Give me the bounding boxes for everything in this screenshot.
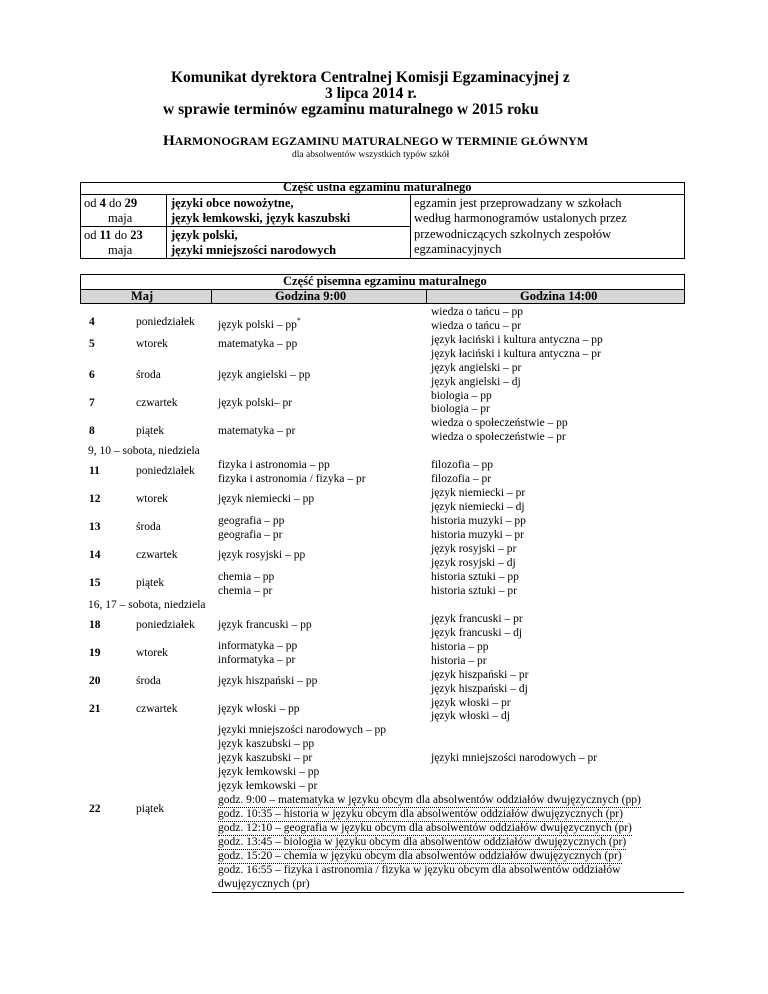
day-number: 18 (89, 619, 101, 631)
day-number: 4 (89, 316, 95, 328)
oral-heading: Część ustna egzaminu maturalnego (283, 180, 472, 194)
weekday: wtorek (136, 647, 168, 659)
pm-exam: język włoski – pr (431, 697, 511, 709)
pm-exam: język hiszpański – pr (431, 669, 529, 681)
exam-am-text: język polski – pp (218, 318, 297, 331)
day-number: 21 (89, 703, 101, 715)
pm-exam: filozofia – pr (431, 473, 492, 485)
day-number: 20 (89, 675, 101, 687)
date-mid: do (111, 228, 131, 242)
oral-date-month-2: maja (108, 243, 133, 257)
weekday: środa (136, 521, 161, 533)
section-title-initial: H (163, 133, 175, 149)
pm-exam: język francuski – dj (431, 627, 523, 639)
pm-exam: język angielski – dj (431, 376, 521, 388)
bilingual-exam: godz. 13:45 – biologia w języku obcym dla absolwentów oddziałów dwujęzycznych (pr) (218, 836, 627, 848)
pm-exam: historia muzyki – pr (431, 529, 524, 541)
date-end: 23 (130, 228, 143, 242)
day-number: 12 (89, 493, 101, 505)
day-number: 13 (89, 521, 101, 533)
minority-exam: język łemkowski – pr (218, 780, 318, 792)
pm-exam: wiedza o społeczeństwie – pp (431, 417, 568, 429)
doc-title-line3: w sprawie terminów egzaminu maturalnego w 2015 roku (163, 101, 539, 118)
minority-exam: język kaszubski – pp (218, 738, 315, 750)
oral-subject: język łemkowski, język kaszubski (171, 211, 351, 225)
exam-am: chemia – pp (218, 571, 275, 583)
weekday: wtorek (136, 338, 168, 350)
pm-exam: wiedza o tańcu – pp (431, 306, 523, 318)
col-month: Maj (131, 289, 154, 303)
date-prefix: od (84, 196, 100, 210)
weekend-label: 9, 10 – sobota, niedziela (88, 445, 200, 457)
doc-title-line2: 3 lipca 2014 r. (325, 85, 417, 102)
oral-date-month-1: maja (108, 211, 133, 225)
weekday: piątek (136, 425, 165, 437)
minority-exam: język kaszubski – pr (218, 752, 313, 764)
day-number: 6 (89, 369, 95, 381)
section-subtitle: dla absolwentów wszystkich typów szkół (292, 150, 450, 160)
weekday: czwartek (136, 549, 178, 561)
exam-am: język włoski – pp (218, 703, 300, 715)
pm-exam: język łaciński i kultura antyczna – pp (431, 334, 603, 346)
day-number: 15 (89, 577, 101, 589)
pm-exam: historia – pp (431, 641, 489, 653)
pm-exam: język rosyjski – dj (431, 557, 516, 569)
weekday: poniedziałek (136, 619, 195, 631)
day-number: 7 (89, 397, 95, 409)
oral-subject: język polski, (171, 228, 238, 242)
pm-exam: język włoski – dj (431, 710, 510, 722)
minority-exam-pm: języki mniejszości narodowych – pr (431, 752, 598, 764)
day-number: 8 (89, 425, 95, 437)
weekend-label: 16, 17 – sobota, niedziela (88, 599, 206, 611)
date-end: 29 (124, 196, 138, 210)
minority-exam: język łemkowski – pp (218, 766, 320, 778)
bilingual-exam: godz. 12:10 – geografia w języku obcym dla absolwentów oddziałów dwujęzycznych (pr) (218, 822, 632, 834)
exam-am: informatyka – pp (218, 640, 298, 652)
pm-exam: wiedza o społeczeństwie – pr (431, 431, 566, 443)
pm-exam: historia sztuki – pr (431, 585, 517, 597)
exam-am: matematyka – pr (218, 425, 296, 437)
pm-exam: język rosyjski – pr (431, 543, 517, 555)
weekday: czwartek (136, 703, 178, 715)
pm-exam: biologia – pr (431, 403, 490, 415)
weekday: piątek (136, 803, 165, 815)
oral-note: według harmonogramów ustalonych przez (414, 211, 627, 225)
exam-am: język rosyjski – pp (218, 549, 306, 561)
oral-note: egzamin jest przeprowadzany w szkołach (414, 196, 622, 210)
exam-am: język hiszpański – pp (218, 675, 318, 687)
pm-exam: język niemiecki – dj (431, 501, 525, 513)
bilingual-exam: dwujęzycznych (pr) (218, 878, 310, 890)
day-number: 22 (89, 803, 101, 815)
oral-note: przewodniczących szkolnych zespołów (414, 227, 612, 241)
pm-exam: język angielski – pr (431, 362, 522, 374)
col-14: Godzina 14:00 (520, 289, 598, 303)
pm-exam: język łaciński i kultura antyczna – pr (431, 348, 601, 360)
pm-exam: wiedza o tańcu – pr (431, 320, 522, 332)
weekday: piątek (136, 577, 165, 589)
pm-exam: historia – pr (431, 655, 487, 667)
exam-am: fizyka i astronomia / fizyka – pr (218, 473, 366, 485)
bilingual-exam: godz. 9:00 – matematyka w języku obcym dla absolwentów oddziałów dwujęzycznych (pp) (218, 794, 641, 806)
weekday: czwartek (136, 397, 178, 409)
pm-exam: biologia – pp (431, 390, 492, 402)
bilingual-exam: godz. 10:35 – historia w języku obcym dla absolwentów oddziałów dwujęzycznych (pr) (218, 808, 623, 820)
day-number: 14 (89, 549, 101, 561)
weekday: środa (136, 369, 161, 381)
exam-am: geografia – pp (218, 515, 285, 527)
pm-exam: historia muzyki – pp (431, 515, 526, 527)
col-9: Godzina 9:00 (275, 289, 347, 303)
weekday: środa (136, 675, 161, 687)
bilingual-exam: godz. 16:55 – fizyka i astronomia / fizyka w języku obcym dla absolwentów oddziałów (218, 864, 621, 876)
date-prefix: od (84, 228, 100, 242)
pm-exam: język francuski – pr (431, 613, 523, 625)
weekday: wtorek (136, 493, 168, 505)
day-number: 11 (89, 465, 100, 477)
exam-am: chemia – pr (218, 585, 273, 597)
exam-am (218, 317, 301, 331)
section-title (163, 133, 588, 149)
section-title-rest: ARMONOGRAM EGZAMINU MATURALNEGO W TERMINIE GŁÓWNYM (174, 134, 589, 148)
oral-note: egzaminacyjnych (414, 242, 502, 256)
day-number: 19 (89, 647, 101, 659)
exam-am: język niemiecki – pp (218, 493, 315, 505)
written-heading: Część pisemna egzaminu maturalnego (283, 274, 487, 288)
pm-exam: filozofia – pp (431, 459, 493, 471)
doc-title-line1: Komunikat dyrektora Centralnej Komisji Egzaminacyjnej z (171, 69, 570, 86)
minority-exam: języki mniejszości narodowych – pp (218, 724, 386, 736)
oral-subject: języki mniejszości narodowych (171, 243, 337, 257)
bilingual-exam: godz. 15:20 – chemia w języku obcym dla absolwentów oddziałów dwujęzycznych (pr) (218, 850, 622, 862)
pm-exam: język niemiecki – pr (431, 487, 526, 499)
exam-am: informatyka – pr (218, 654, 296, 666)
day-number: 5 (89, 338, 95, 350)
weekday: poniedziałek (136, 316, 195, 328)
exam-am: matematyka – pp (218, 338, 298, 350)
exam-am: fizyka i astronomia – pp (218, 459, 330, 471)
footnote-asterisk: * (296, 316, 301, 325)
oral-date-range-2 (84, 229, 143, 242)
pm-exam: historia sztuki – pp (431, 571, 519, 583)
date-mid: do (105, 196, 125, 210)
oral-subject: języki obce nowożytne, (171, 196, 294, 210)
pm-exam: język hiszpański – dj (431, 683, 528, 695)
exam-am: geografia – pr (218, 529, 283, 541)
weekday: poniedziałek (136, 465, 195, 477)
oral-date-range-1 (84, 197, 137, 210)
date-start: 11 (99, 228, 112, 242)
date-start: 4 (99, 196, 106, 210)
exam-am: język polski– pr (218, 397, 293, 409)
exam-am: język francuski – pp (218, 619, 312, 631)
exam-am: język angielski – pp (218, 369, 311, 381)
